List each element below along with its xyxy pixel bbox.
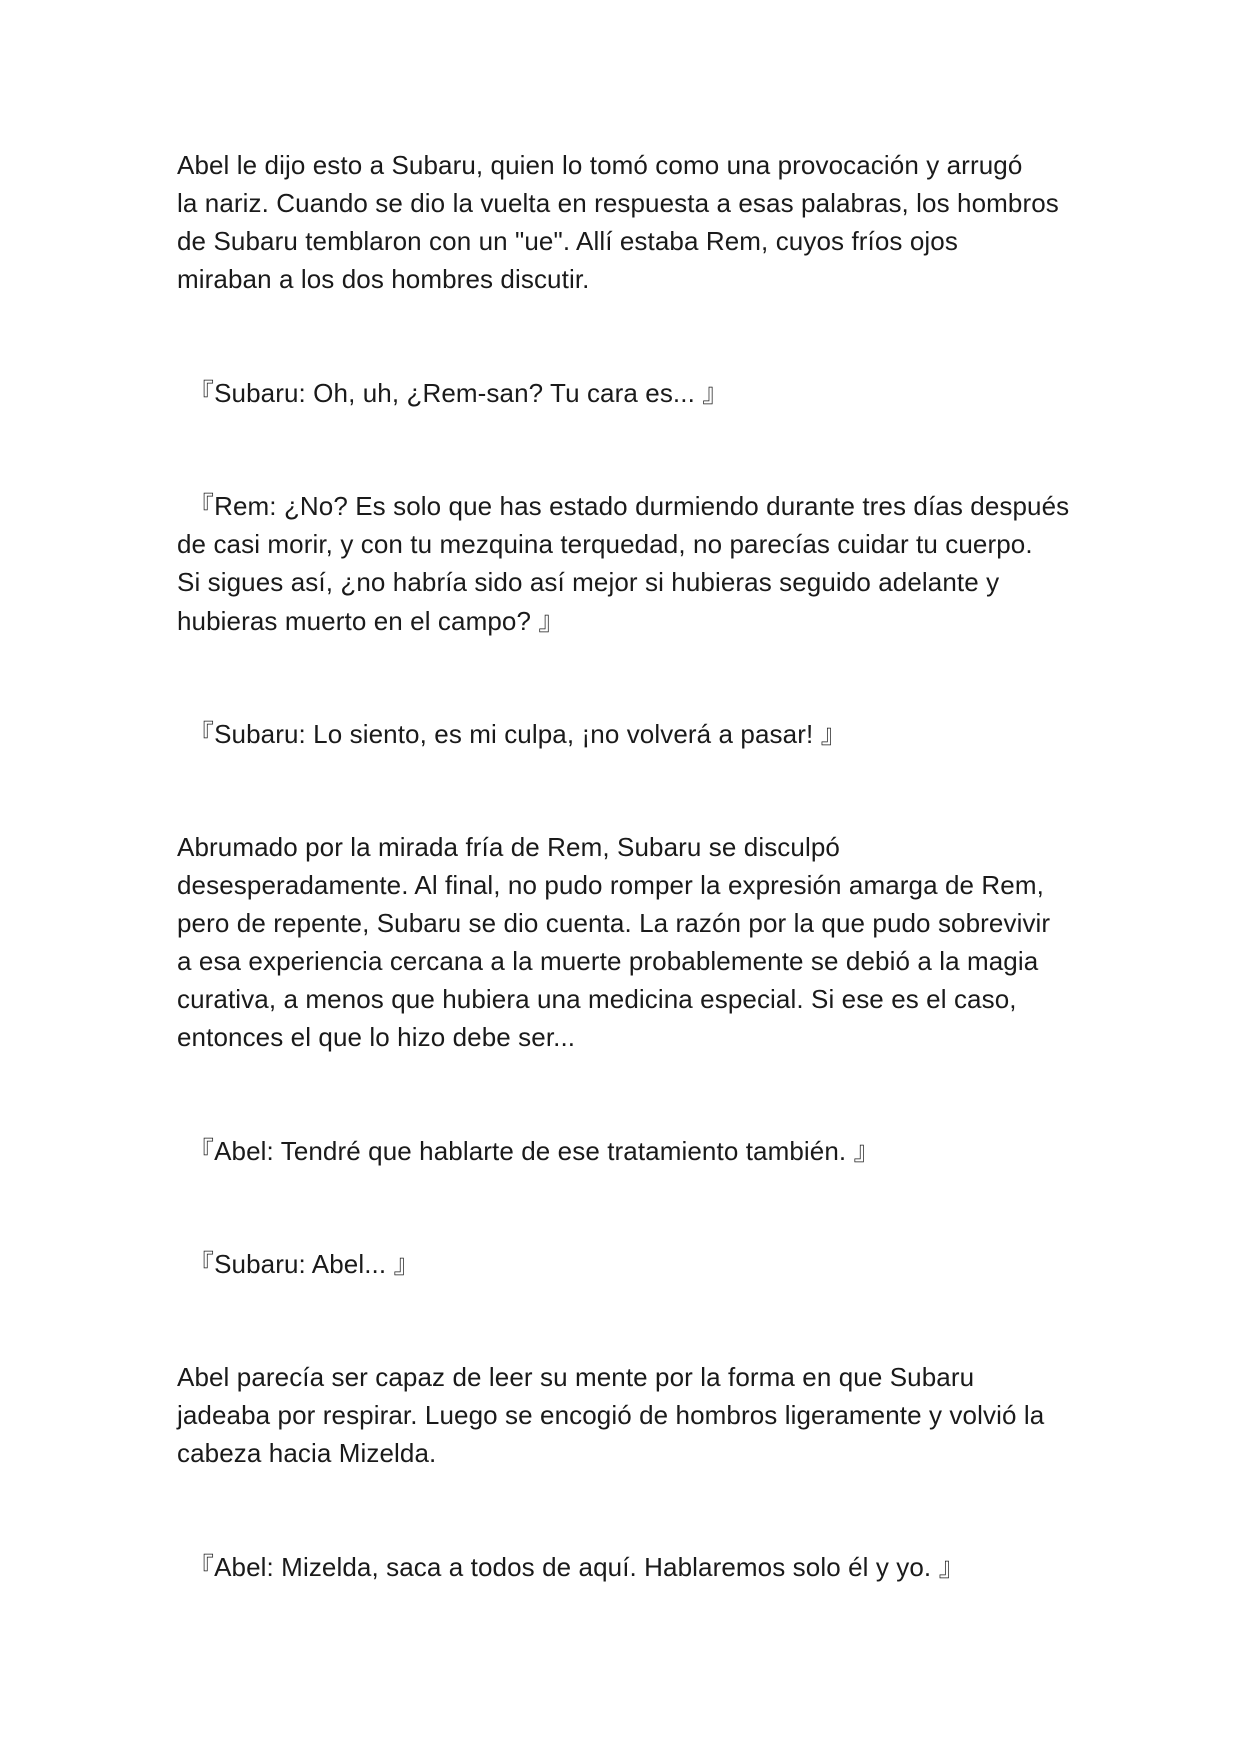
- paragraph-2-line: curativa, a menos que hubiera una medicina especial. Si ese es el caso,: [177, 984, 1017, 1014]
- dialogue-subaru-3: 『Subaru: Abel... 』: [188, 1249, 420, 1279]
- dialogue-rem-line: Si sigues así, ¿no habría sido así mejor si hubieras seguido adelante y: [177, 567, 1000, 597]
- paragraph-2-line: pero de repente, Subaru se dio cuenta. La razón por la que pudo sobrevivir: [177, 908, 1051, 938]
- paragraph-2-line: Abrumado por la mirada fría de Rem, Subaru se disculpó: [177, 832, 840, 862]
- dialogue-rem-line: hubieras muerto en el campo? 』: [177, 606, 565, 636]
- dialogue-subaru-2: 『Subaru: Lo siento, es mi culpa, ¡no volverá a pasar! 』: [188, 719, 847, 749]
- paragraph-1-line: de Subaru temblaron con un "ue". Allí estaba Rem, cuyos fríos ojos: [177, 226, 958, 256]
- paragraph-2-line: desesperadamente. Al final, no pudo romper la expresión amarga de Rem,: [177, 870, 1044, 900]
- paragraph-3-line: cabeza hacia Mizelda.: [177, 1438, 437, 1468]
- dialogue-abel-1: 『Abel: Tendré que hablarte de ese tratamiento también. 』: [188, 1136, 880, 1166]
- dialogue-abel-2: 『Abel: Mizelda, saca a todos de aquí. Hablaremos solo él y yo. 』: [188, 1552, 965, 1582]
- paragraph-3-line: jadeaba por respirar. Luego se encogió de hombros ligeramente y volvió la: [177, 1400, 1045, 1430]
- paragraph-3-line: Abel parecía ser capaz de leer su mente por la forma en que Subaru: [177, 1362, 975, 1392]
- dialogue-subaru-1: 『Subaru: Oh, uh, ¿Rem-san? Tu cara es... 』: [188, 378, 729, 408]
- dialogue-rem-line: 『Rem: ¿No? Es solo que has estado durmiendo durante tres días después: [188, 491, 1070, 521]
- paragraph-1-line: la nariz. Cuando se dio la vuelta en respuesta a esas palabras, los hombros: [177, 188, 1059, 218]
- paragraph-2-line: entonces el que lo hizo debe ser...: [177, 1022, 576, 1052]
- dialogue-rem-line: de casi morir, y con tu mezquina terquedad, no parecías cuidar tu cuerpo.: [177, 529, 1033, 559]
- paragraph-2-line: a esa experiencia cercana a la muerte probablemente se debió a la magia: [177, 946, 1039, 976]
- paragraph-1-line: Abel le dijo esto a Subaru, quien lo tomó como una provocación y arrugó: [177, 150, 1023, 180]
- paragraph-1-line: miraban a los dos hombres discutir.: [177, 264, 590, 294]
